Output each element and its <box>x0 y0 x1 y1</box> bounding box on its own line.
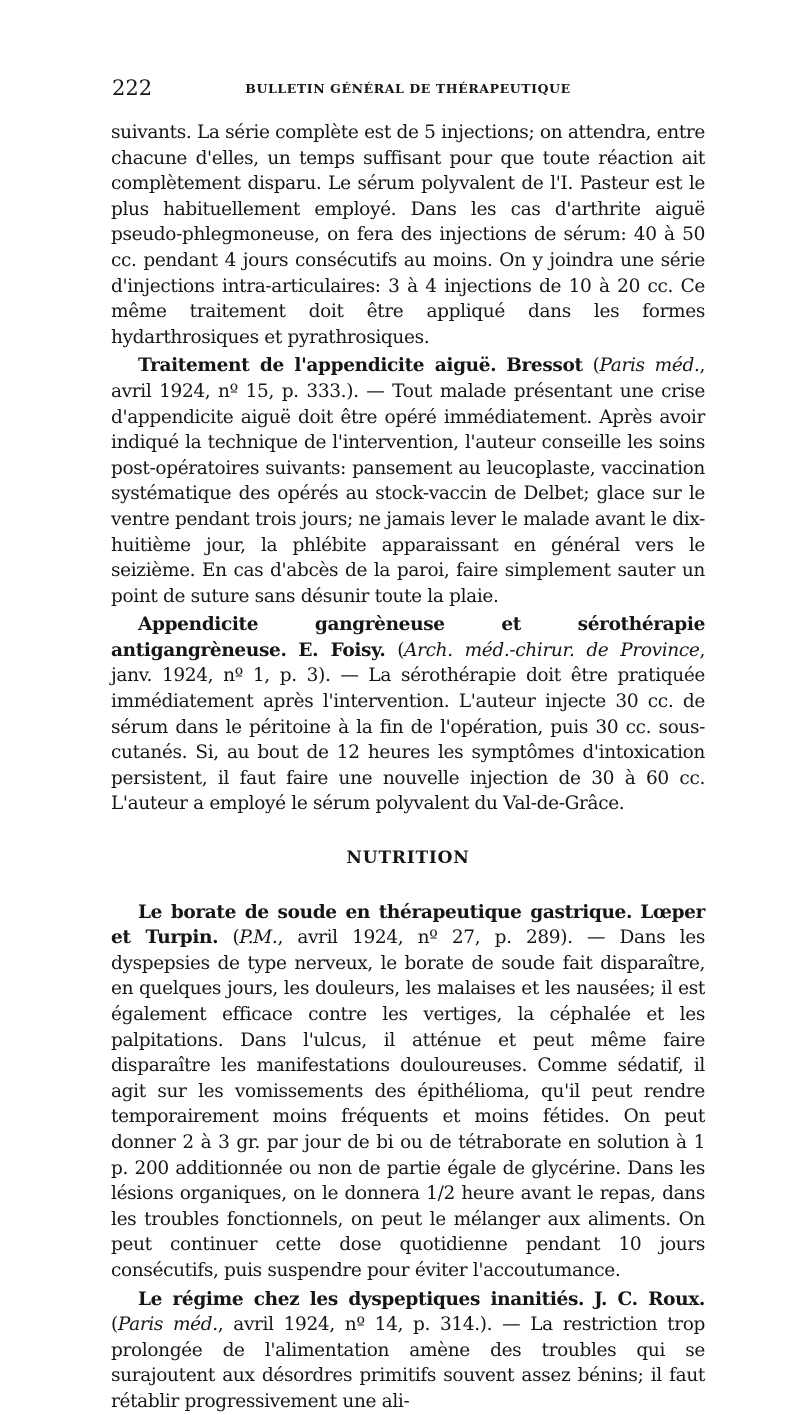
citation-journal: P.M. <box>239 927 278 949</box>
entry-text: — La sérothérapie doit être pratiquée immédiatement après l'intervention. L'auteur injecte 30 cc. de sérum dans le péritoine à la fin de l'opération, puis 30 cc. sous-cutanés. Si, au bout de 12 heures les symptômes d'intoxication persistent, il faut faire une nouvelle injection de 30 à 60 cc. L'auteur a employé le sérum polyvalent du Val-de-Grâce. <box>111 665 706 815</box>
citation-journal: Arch. méd.-chirur. de Province <box>404 639 700 661</box>
citation-open: ( <box>592 355 600 377</box>
citation-details: , avril 1924, nº 15, p. 333.). <box>111 355 706 402</box>
entry-text: — La restriction trop prolongée de l'alimentation amène des troubles qui se surajoutent aux désordres primitifs souvent assez bénins; il faut rétablir progressivement une ali- <box>111 1314 705 1412</box>
entry-text: — Tout malade présentant une crise d'appendicite aiguë doit être opéré immédiatement. Après avoir indiqué la technique de l'intervention, l'auteur conseille les soins post-opératoires suivants: pansement au leucoplaste, vaccination systématique des opérés au stock-vaccin de Delbet; glace sur le ventre pendant trois jours; ne jamais lever le malade avant le dix-huitième jour, la phlébite apparaissant en général vers le seizième. En cas d'abcès de la paroi, faire simplement sauter un point de suture sans désunir toute la plaie. <box>111 380 705 607</box>
running-title: BULLETIN GÉNÉRAL DE THÉRAPEUTIQUE <box>245 81 571 96</box>
citation-journal: Paris méd. <box>599 355 700 377</box>
citation-open: ( <box>218 927 240 949</box>
citation-open: ( <box>385 639 405 661</box>
page-body <box>111 120 705 1415</box>
citation-details: , avril 1924, nº 14, p. 314.). <box>217 1314 493 1336</box>
entry-title: Appendicite gangrèneuse et sérothérapie antigangrèneuse. <box>111 614 705 661</box>
entry-author: Bressot <box>506 355 583 377</box>
citation-open: ( <box>111 1314 118 1336</box>
citation-details: , avril 1924, nº 27, p. 289). <box>277 927 573 949</box>
paragraph-arthritis-continuation <box>111 120 705 350</box>
citation-details: , janv. 1924, nº 1, p. 3). <box>111 639 705 687</box>
section-heading: NUTRITION <box>346 848 470 869</box>
entry-author: Lœper et Turpin. <box>111 901 705 949</box>
entry-title: Traitement de l'appendicite aiguë. <box>138 355 497 377</box>
entry-borate-de-soude <box>111 900 705 1284</box>
page-number: 222 <box>112 76 153 100</box>
entry-author: J. C. Roux. <box>594 1288 706 1310</box>
entry-appendicite-aigue <box>111 353 705 609</box>
paragraph-text: suivants. La série complète est de 5 injections; on attendra, entre chacune d'elles, un temps suffisant pour que toute réaction ait complètement disparu. Le sérum polyvalent de l'I. Pasteur est le plus habituellement employé. Dans les cas d'arthrite aiguë pseudo-phlegmoneuse, on fera des injections de sérum: 40 à 50 cc. pendant 4 jours consécutifs au moins. On y joindra une série d'injections intra-articulaires: 3 à 4 injections de 10 à 20 cc. Ce même traitement doit être appliqué dans les formes hydarthrosiques et pyrathrosiques. <box>111 122 705 348</box>
entry-text: — Dans les dyspepsies de type nerveux, le borate de soude fait disparaître, en quelques jours, les douleurs, les malaises et les nausées; il est également efficace contre les vertiges, la céphalée et les palpitations. Dans l'ulcus, il atténue et peut même faire disparaître les manifestations douloureuses. Comme sédatif, il agit sur les vomissements des épithélioma, qu'il peut rendre temporairement moins fréquents et moins fétides. On peut donner 2 à 3 gr. par jour de bi ou de tétraborate en solution à 1 p. 200 additionnée ou non de partie égale de glycérine. Dans les lésions organiques, on le donnera 1/2 heure avant le repas, dans les troubles fonctionnels, on peut le mélanger aux aliments. On peut continuer cette dose quotidienne pendant 10 jours consécutifs, puis suspendre pour éviter l'accoutumance. <box>111 927 705 1281</box>
entry-title: Le régime chez les dyspeptiques inanitiés. <box>138 1288 585 1310</box>
entry-author: E. Foisy. <box>298 639 386 661</box>
entry-appendicite-gangreneuse <box>111 612 705 817</box>
citation-journal: Paris méd. <box>117 1314 218 1336</box>
entry-regime-dyspeptiques <box>111 1287 705 1415</box>
page-header <box>112 76 704 106</box>
entry-title: Le borate de soude en thérapeutique gastrique. <box>138 901 633 923</box>
